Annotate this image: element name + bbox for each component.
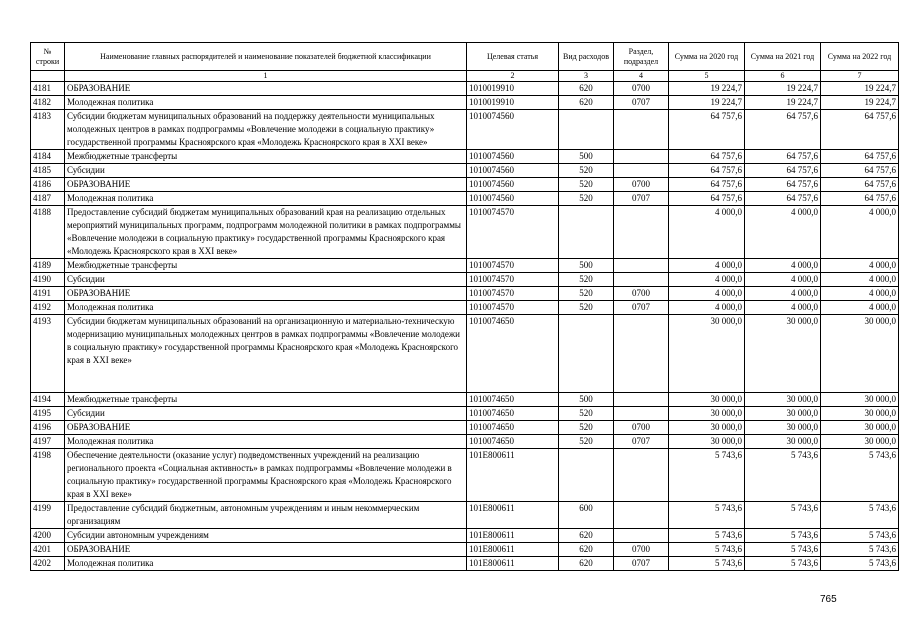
row-sum-2022: 64 757,6: [821, 110, 899, 150]
row-sum-2021: 30 000,0: [745, 407, 821, 421]
row-section: 0707: [614, 192, 669, 206]
row-sum-2021: 5 743,6: [745, 449, 821, 502]
row-sum-2021: 4 000,0: [745, 301, 821, 315]
row-sum-2022: 4 000,0: [821, 259, 899, 273]
row-sum-2020: 30 000,0: [669, 315, 745, 393]
row-sum-2022: 30 000,0: [821, 435, 899, 449]
row-sum-2020: 64 757,6: [669, 110, 745, 150]
row-expense-type: [559, 110, 614, 150]
row-sum-2020: 5 743,6: [669, 502, 745, 529]
row-expense-type: 620: [559, 96, 614, 110]
row-target-code: 1010074570: [467, 287, 559, 301]
row-sum-2021: 64 757,6: [745, 164, 821, 178]
row-sum-2020: 30 000,0: [669, 421, 745, 435]
row-sum-2021: 64 757,6: [745, 192, 821, 206]
row-expense-type: 520: [559, 301, 614, 315]
row-target-code: 101E800611: [467, 449, 559, 502]
row-section: [614, 273, 669, 287]
row-number: 4193: [31, 315, 65, 393]
row-name: Межбюджетные трансферты: [65, 259, 467, 273]
row-number: 4184: [31, 150, 65, 164]
column-index-row: [31, 71, 899, 82]
index-cell: 1: [65, 71, 467, 82]
row-number: 4195: [31, 407, 65, 421]
row-number: 4196: [31, 421, 65, 435]
row-expense-type: 520: [559, 192, 614, 206]
row-expense-type: 520: [559, 273, 614, 287]
row-sum-2021: 64 757,6: [745, 178, 821, 192]
row-target-code: 1010074560: [467, 150, 559, 164]
row-section: [614, 164, 669, 178]
row-sum-2021: 19 224,7: [745, 82, 821, 96]
row-sum-2022: 64 757,6: [821, 178, 899, 192]
row-sum-2020: 64 757,6: [669, 164, 745, 178]
row-number: 4185: [31, 164, 65, 178]
table-row: [31, 421, 899, 435]
row-name: ОБРАЗОВАНИЕ: [65, 287, 467, 301]
row-name: Межбюджетные трансферты: [65, 150, 467, 164]
row-section: 0700: [614, 421, 669, 435]
row-name: Предоставление субсидий бюджетам муниципальных образований края на реализацию отдельных мероприятий муниципальных программ, подпрограмм молодежной политики в рамках подпрограммы «Вовлечение молодежи в социальную практику» государственной программы Красноярского края «Молодежь Красноярского края в XXI веке»: [65, 206, 467, 259]
table-row: [31, 206, 899, 259]
row-sum-2020: 5 743,6: [669, 449, 745, 502]
header-name: Наименование главных распорядителей и наименование показателей бюджетной классификации: [65, 43, 467, 71]
row-sum-2021: 30 000,0: [745, 435, 821, 449]
row-target-code: 1010074570: [467, 273, 559, 287]
row-name: Молодежная политика: [65, 192, 467, 206]
row-sum-2022: 4 000,0: [821, 206, 899, 259]
row-section: [614, 259, 669, 273]
row-name: Предоставление субсидий бюджетным, автономным учреждениям и иным некоммерческим организациям: [65, 502, 467, 529]
row-sum-2021: 30 000,0: [745, 315, 821, 393]
table-row: [31, 164, 899, 178]
row-section: 0700: [614, 82, 669, 96]
row-expense-type: 520: [559, 164, 614, 178]
table-row: [31, 435, 899, 449]
header-row: [31, 43, 899, 71]
row-sum-2022: 64 757,6: [821, 164, 899, 178]
row-sum-2020: 5 743,6: [669, 529, 745, 543]
row-number: 4194: [31, 393, 65, 407]
header-sum-2021: Сумма на 2021 год: [745, 43, 821, 71]
table-row: [31, 557, 899, 571]
row-target-code: 1010074570: [467, 206, 559, 259]
table-row: [31, 529, 899, 543]
row-number: 4197: [31, 435, 65, 449]
table-row: [31, 273, 899, 287]
row-sum-2020: 30 000,0: [669, 435, 745, 449]
row-sum-2021: 4 000,0: [745, 259, 821, 273]
row-name: Молодежная политика: [65, 435, 467, 449]
row-name: Субсидии автономным учреждениям: [65, 529, 467, 543]
page-number: 765: [820, 594, 837, 605]
row-sum-2021: 19 224,7: [745, 96, 821, 110]
row-sum-2020: 64 757,6: [669, 178, 745, 192]
table-row: [31, 543, 899, 557]
row-number: 4191: [31, 287, 65, 301]
row-sum-2022: 5 743,6: [821, 449, 899, 502]
row-target-code: 1010074560: [467, 178, 559, 192]
row-target-code: 1010074560: [467, 164, 559, 178]
row-name: Молодежная политика: [65, 557, 467, 571]
row-number: 4198: [31, 449, 65, 502]
row-expense-type: 600: [559, 502, 614, 529]
row-sum-2020: 19 224,7: [669, 82, 745, 96]
table-row: [31, 110, 899, 150]
table-row: [31, 150, 899, 164]
table-row: [31, 315, 899, 393]
row-expense-type: 520: [559, 178, 614, 192]
row-sum-2021: 4 000,0: [745, 287, 821, 301]
row-target-code: 1010074650: [467, 393, 559, 407]
row-target-code: 101E800611: [467, 529, 559, 543]
table-row: [31, 502, 899, 529]
row-section: 0707: [614, 301, 669, 315]
row-name: ОБРАЗОВАНИЕ: [65, 178, 467, 192]
row-expense-type: 500: [559, 393, 614, 407]
row-section: 0700: [614, 178, 669, 192]
row-target-code: 1010019910: [467, 96, 559, 110]
row-sum-2022: 5 743,6: [821, 557, 899, 571]
row-name: ОБРАЗОВАНИЕ: [65, 421, 467, 435]
row-target-code: 101E800611: [467, 557, 559, 571]
index-cell: 5: [669, 71, 745, 82]
row-expense-type: 620: [559, 557, 614, 571]
row-expense-type: 500: [559, 150, 614, 164]
row-expense-type: [559, 449, 614, 502]
header-sum-2020: Сумма на 2020 год: [669, 43, 745, 71]
table-row: [31, 96, 899, 110]
row-sum-2021: 30 000,0: [745, 421, 821, 435]
row-section: [614, 502, 669, 529]
row-target-code: 1010074650: [467, 421, 559, 435]
table-row: [31, 449, 899, 502]
budget-table: [30, 42, 899, 571]
row-target-code: 1010074560: [467, 110, 559, 150]
row-number: 4189: [31, 259, 65, 273]
row-sum-2021: 5 743,6: [745, 502, 821, 529]
row-sum-2020: 4 000,0: [669, 287, 745, 301]
row-sum-2020: 30 000,0: [669, 393, 745, 407]
row-sum-2021: 30 000,0: [745, 393, 821, 407]
row-number: 4182: [31, 96, 65, 110]
row-sum-2021: 5 743,6: [745, 543, 821, 557]
row-expense-type: 520: [559, 407, 614, 421]
row-target-code: 1010074560: [467, 192, 559, 206]
row-sum-2022: 4 000,0: [821, 301, 899, 315]
table-row: [31, 287, 899, 301]
header-num: № строки: [31, 43, 65, 71]
header-type: Вид расходов: [559, 43, 614, 71]
table-row: [31, 259, 899, 273]
row-sum-2022: 4 000,0: [821, 287, 899, 301]
table-row: [31, 393, 899, 407]
row-sum-2021: 4 000,0: [745, 206, 821, 259]
table-body: [31, 82, 899, 571]
row-sum-2022: 30 000,0: [821, 393, 899, 407]
row-sum-2022: 30 000,0: [821, 315, 899, 393]
row-name: Субсидии: [65, 407, 467, 421]
row-target-code: 1010019910: [467, 82, 559, 96]
row-sum-2020: 19 224,7: [669, 96, 745, 110]
row-name: Межбюджетные трансферты: [65, 393, 467, 407]
row-expense-type: 520: [559, 287, 614, 301]
row-sum-2022: 5 743,6: [821, 502, 899, 529]
row-name: Молодежная политика: [65, 301, 467, 315]
row-sum-2021: 4 000,0: [745, 273, 821, 287]
row-section: [614, 529, 669, 543]
row-number: 4200: [31, 529, 65, 543]
index-cell: 3: [559, 71, 614, 82]
header-sum-2022: Сумма на 2022 год: [821, 43, 899, 71]
row-target-code: 101E800611: [467, 502, 559, 529]
row-expense-type: 620: [559, 82, 614, 96]
row-section: [614, 315, 669, 393]
row-section: 0707: [614, 96, 669, 110]
row-expense-type: 620: [559, 543, 614, 557]
table-row: [31, 178, 899, 192]
row-sum-2022: 30 000,0: [821, 421, 899, 435]
row-section: [614, 449, 669, 502]
row-expense-type: 620: [559, 529, 614, 543]
row-expense-type: 500: [559, 259, 614, 273]
row-sum-2022: 64 757,6: [821, 192, 899, 206]
row-number: 4186: [31, 178, 65, 192]
table-row: [31, 192, 899, 206]
row-target-code: 1010074570: [467, 301, 559, 315]
row-target-code: 1010074650: [467, 315, 559, 393]
row-sum-2022: 64 757,6: [821, 150, 899, 164]
index-cell: 6: [745, 71, 821, 82]
row-name: Субсидии: [65, 273, 467, 287]
row-sum-2020: 30 000,0: [669, 407, 745, 421]
header-target: Целевая статья: [467, 43, 559, 71]
row-sum-2020: 64 757,6: [669, 150, 745, 164]
row-expense-type: 520: [559, 435, 614, 449]
row-number: 4199: [31, 502, 65, 529]
row-sum-2021: 5 743,6: [745, 529, 821, 543]
row-sum-2020: 64 757,6: [669, 192, 745, 206]
row-sum-2022: 30 000,0: [821, 407, 899, 421]
header-section: Раздел, подраздел: [614, 43, 669, 71]
row-target-code: 101E800611: [467, 543, 559, 557]
row-number: 4190: [31, 273, 65, 287]
row-sum-2022: 19 224,7: [821, 82, 899, 96]
row-section: 0707: [614, 435, 669, 449]
row-number: 4192: [31, 301, 65, 315]
table-row: [31, 407, 899, 421]
row-section: 0700: [614, 543, 669, 557]
row-number: 4183: [31, 110, 65, 150]
row-name: Субсидии бюджетам муниципальных образований на поддержку деятельности муниципальных молодежных центров в рамках подпрограммы «Вовлечение молодежи в социальную практику» государственной программы Красноярского края «Молодежь Красноярского края в XXI веке»: [65, 110, 467, 150]
row-sum-2020: 4 000,0: [669, 273, 745, 287]
row-name: ОБРАЗОВАНИЕ: [65, 82, 467, 96]
row-section: [614, 393, 669, 407]
row-number: 4187: [31, 192, 65, 206]
row-expense-type: [559, 315, 614, 393]
row-target-code: 1010074650: [467, 407, 559, 421]
row-section: [614, 407, 669, 421]
row-expense-type: 520: [559, 421, 614, 435]
row-target-code: 1010074650: [467, 435, 559, 449]
row-name: Обеспечение деятельности (оказание услуг) подведомственных учреждений на реализацию регионального проекта «Социальная активность» в рамках подпрограммы «Вовлечение молодежи в социальную практику» государственной программы Красноярского края «Молодежь Красноярского края в XXI веке»: [65, 449, 467, 502]
row-section: [614, 110, 669, 150]
row-section: [614, 206, 669, 259]
row-name: Субсидии: [65, 164, 467, 178]
row-section: 0707: [614, 557, 669, 571]
row-sum-2020: 4 000,0: [669, 206, 745, 259]
table-row: [31, 301, 899, 315]
index-cell: 2: [467, 71, 559, 82]
index-cell-empty: [31, 71, 65, 82]
row-expense-type: [559, 206, 614, 259]
row-name: Субсидии бюджетам муниципальных образований на организационную и материально-техническую модернизацию муниципальных молодежных центров в рамках подпрограммы «Вовлечение молодежи в социальную практику» государственной программы Красноярского края «Молодежь Красноярского края в XXI веке»: [65, 315, 467, 393]
row-sum-2021: 64 757,6: [745, 110, 821, 150]
row-sum-2021: 64 757,6: [745, 150, 821, 164]
row-number: 4188: [31, 206, 65, 259]
row-sum-2020: 4 000,0: [669, 301, 745, 315]
row-name: ОБРАЗОВАНИЕ: [65, 543, 467, 557]
row-target-code: 1010074570: [467, 259, 559, 273]
row-sum-2021: 5 743,6: [745, 557, 821, 571]
index-cell: 7: [821, 71, 899, 82]
row-sum-2022: 19 224,7: [821, 96, 899, 110]
index-cell: 4: [614, 71, 669, 82]
row-name: Молодежная политика: [65, 96, 467, 110]
row-sum-2022: 5 743,6: [821, 543, 899, 557]
row-sum-2022: 4 000,0: [821, 273, 899, 287]
table-row: [31, 82, 899, 96]
row-sum-2022: 5 743,6: [821, 529, 899, 543]
row-section: 0700: [614, 287, 669, 301]
row-number: 4201: [31, 543, 65, 557]
row-section: [614, 150, 669, 164]
row-number: 4181: [31, 82, 65, 96]
row-number: 4202: [31, 557, 65, 571]
row-sum-2020: 4 000,0: [669, 259, 745, 273]
row-sum-2020: 5 743,6: [669, 543, 745, 557]
row-sum-2020: 5 743,6: [669, 557, 745, 571]
